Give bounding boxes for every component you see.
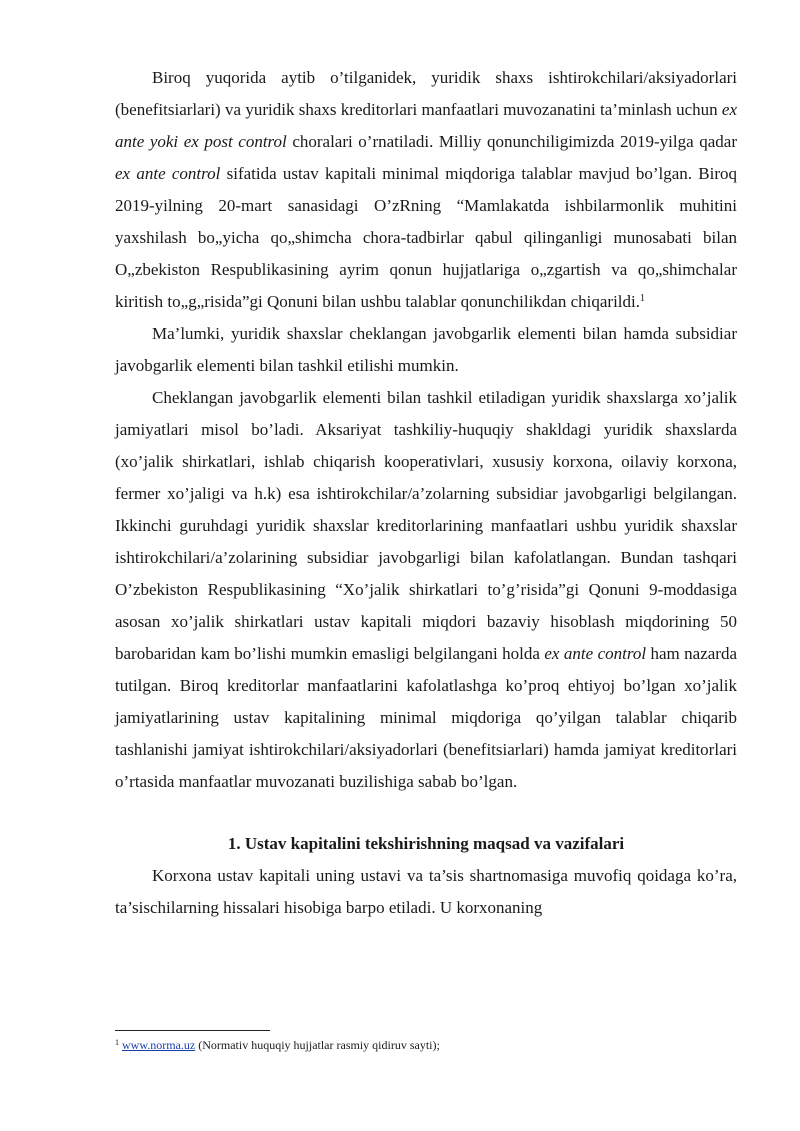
paragraph-3: Cheklangan javobgarlik elementi bilan tashkil etiladigan yuridik shaxslarga xo’jalik jamiyatlari misol bo’ladi. Aksariyat tashkiliy-huquqiy shakldagi yuridik shaxslarda (xo’jalik shirkatlari, ishlab chiqarish kooperativlari, xususiy korxona, oilaviy korxona, fermer xo’jaligi va h.k) esa ishtirokchilar/a’zolarning subsidiar javobgarligi belgilangan. Ikkinchi guruhdagi yuridik shaxslar kreditorlarining manfaatlari ushbu yuridik shaxslar ishtirokchilari/a’zolarining subsidiar javobgarligi bilan kafolatlangan. Bundan tashqari O’zbekiston Respublikasining “Xo’jalik shirkatlari to’g’risida”gi Qonuni 9-moddasiga asosan xo’jalik shirkatlari ustav kapitali miqdori bazaviy hisoblash miqdorining 50 barobaridan kam bo’lishi mumkin emasligi belgilangani holda ex ante control ham nazarda tutilgan. Biroq kreditorlar manfaatlarini kafolatlashga ko’proq ehtiyoj bo’lgan xo’jalik jamiyatlarining ustav kapitalining minimal miqdoriga qo’yilgan talablar chiqarib tashlanishi jamiyat ishtirokchilari/aksiyadorlari (benefitsiarlari) hamda jamiyat kreditorlari o’rtasida manfaatlar muvozanati buzilishiga sabab bo’lgan. — [115, 388, 737, 791]
document-body — [115, 62, 737, 924]
paragraph-2: Ma’lumki, yuridik shaxslar cheklangan javobgarlik elementi bilan hamda subsidiar javobgarlik elementi bilan tashkil etilishi mumkin. — [115, 324, 737, 375]
footnote-text: (Normativ huquqiy hujjatlar rasmiy qidiruv sayti); — [195, 1038, 440, 1052]
italic-term: ex ante control — [544, 644, 647, 663]
footnote-divider — [115, 1030, 270, 1031]
section-heading: 1. Ustav kapitalini tekshirishning maqsad va vazifalari — [227, 834, 625, 853]
footnote-mark: 1 — [115, 1038, 119, 1047]
italic-term: ex ante control — [115, 164, 221, 183]
footnote-reference[interactable]: 1 — [640, 293, 645, 304]
paragraph-1: Biroq yuqorida aytib o’tilganidek, yuridik shaxs ishtirokchilari/aksiyadorlari (benefitsiarlari) va yuridik shaxs kreditorlari manfaatlari muvozanatini ta’minlash uchun ex ante yoki ex post control choralari o’rnatiladi. Milliy qonunchiligimizda 2019-yilga qadar ex ante control sifatida ustav kapitali minimal miqdoriga talablar mavjud bo’lgan. Biroq 2019-yilning 20-mart sanasidagi O’zRning “Mamlakatda ishbilarmonlik muhitini yaxshilash bo„yicha qo„shimcha chora-tadbirlar qabul qilinganligi munosabati bilan O„zbekiston Respublikasining ayrim qonun hujjatlariga o„zgartish va qo„shimchalar kiritish to„g„risida”gi Qonuni bilan ushbu talablar qonunchilikdan chiqarildi.$^1$ — [115, 68, 737, 311]
paragraph-4: Korxona ustav kapitali uning ustavi va ta’sis shartnomasiga muvofiq qoidaga ko’ra, ta’sischilarning hissalari hisobiga barpo etiladi. U korxonaning — [115, 866, 737, 917]
footnote — [115, 1037, 440, 1053]
footnote-link[interactable]: www.norma.uz — [122, 1038, 196, 1052]
italic-term: ex ante yoki ex post control — [115, 100, 737, 151]
